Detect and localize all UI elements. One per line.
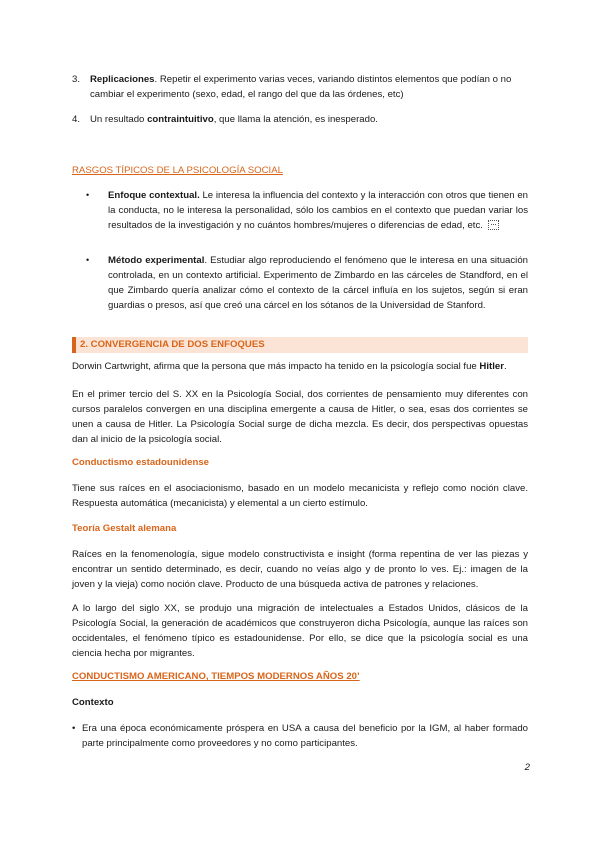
bullet-marker: •: [86, 255, 90, 265]
subheading-gestalt: Teoría Gestalt alemana: [72, 523, 177, 534]
list-item-text: Un resultado contraintuitivo, que llama la atención, es inesperado.: [90, 114, 378, 125]
list-item-title: Replicaciones: [90, 74, 155, 85]
bullet-marker: •: [86, 190, 90, 200]
list-item-text: Replicaciones. Repetir el experimento varias veces, variando distintos elementos que podían o no cambiar el experimento (sexo, edad, el rango del que da las órdenes, etc): [90, 74, 512, 100]
bullet-text: Método experimental. Estudiar algo reproduciendo el fenómeno que le interesa en una situación controlada, en un contexto artificial. Experimento de Zimbardo en las cárceles de Standford, en el que Zimbardo quería analizar cómo el contexto de la cárcel influía en los sujetos, según si eran guardias o presos, así que creó una cárcel en los sótanos de la Universidad de Stanford.: [108, 255, 528, 311]
paragraph: Raíces en la fenomenología, sigue modelo constructivista e insight (forma repentina de ver las piezas y encontrar un sentido determinado, es decir, cuando no veías algo y de pronto lo ves. Ej.: imagen de la joven y la vieja) como noción clave. Producto de una búsqueda activa de patrones y relaciones.: [72, 549, 528, 590]
section-heading-conductismo-americano: CONDUCTISMO AMERICANO, TIEMPOS MODERNOS AÑOS 20’: [72, 671, 360, 682]
paragraph: A lo largo del siglo XX, se produjo una migración de intelectuales a Estados Unidos, clásicos de la Psicología Social, la generación de académicos que construyeron dicha Psicología, aunque las raíces son occidentales, el fenómeno típico es estadounidense. Por ello, se dice que la psicología social es una ciencia hecha por migrantes.: [72, 603, 528, 659]
subheading-contexto: Contexto: [72, 697, 114, 708]
paragraph: En el primer tercio del S. XX en la Psicología Social, dos corrientes de pensamiento muy diferentes con cursos paralelos convergen en una disciplina emergente a causa de Hitler, o sea, esas dos corrientes se unen a causa de Hitler. La Psicología Social surge de dicha mezcla. Es decir, dos perspectivas opuestas dan al inicio de la psicología social.: [72, 389, 528, 445]
paragraph: Dorwin Cartwright, afirma que la persona que más impacto ha tenido en la psicología social fue Hitler.: [72, 361, 507, 372]
page-number: 2: [524, 762, 530, 773]
paragraph: Tiene sus raíces en el asociacionismo, basado en un modelo mecanicista y reflejo como noción clave. Respuesta automática (mecanicista) y elemental a un cierto estímulo.: [72, 483, 528, 509]
bullet-marker: •: [72, 723, 76, 734]
bullet-text: Enfoque contextual. Le interesa la influencia del contexto y la interacción con otros que tienen en la conducta, no le interesa la personalidad, sólo los cambios en el contexto que puedan variar los resultados de la investigación y no cuántos hombres/mujeres o diferencias de edad, etc.: [108, 190, 528, 231]
section-heading-convergencia: 2. CONVERGENCIA DE DOS ENFOQUES: [72, 337, 528, 353]
bullet-text: Era una época económicamente próspera en USA a causa del beneficio por la IGM, al haber formado parte principalmente como proveedores y no como participantes.: [82, 723, 528, 749]
list-number: 4.: [72, 114, 81, 125]
list-number: 3.: [72, 74, 81, 85]
section-heading-rasgos: RASGOS TÍPICOS DE LA PSICOLOGÍA SOCIAL: [72, 165, 283, 176]
placeholder-icon: [488, 220, 499, 230]
subheading-conductismo: Conductismo estadounidense: [72, 457, 209, 468]
